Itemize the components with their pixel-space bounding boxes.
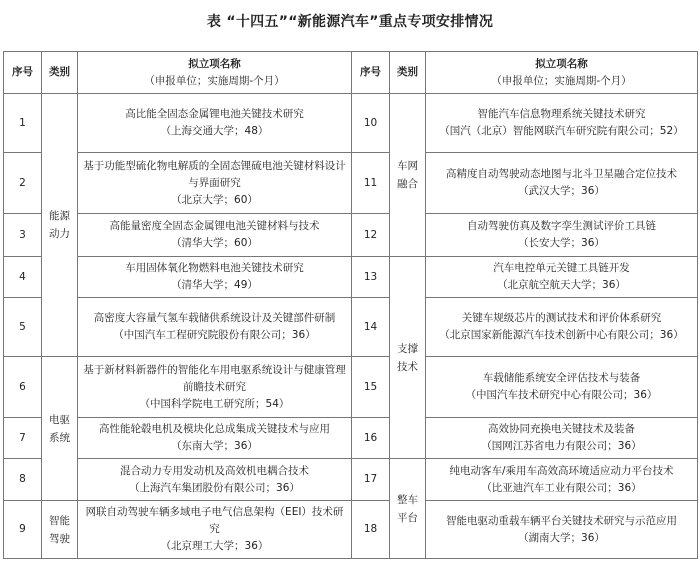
- project-title: 汽车电控单元关键工具链开发: [493, 262, 630, 274]
- project-cell: [78, 94, 352, 153]
- row-no: 6: [4, 357, 42, 418]
- project-cell: [426, 418, 698, 459]
- row-no: 8: [4, 459, 42, 501]
- project-cell: [78, 214, 352, 257]
- project-title: 高效协同充换电关键技术及装备: [488, 423, 635, 435]
- header-project-right: [426, 52, 698, 94]
- project-cell: [78, 357, 352, 418]
- row-no: 17: [352, 459, 390, 501]
- project-table: [3, 51, 698, 559]
- project-cell: [426, 94, 698, 153]
- project-title: 高能量密度全固态金属锂电池关键材料与技术: [109, 220, 320, 232]
- header-project: [78, 52, 352, 94]
- table-row: [4, 501, 698, 559]
- project-unit: （清华大学；60）: [171, 237, 258, 249]
- row-no: 13: [352, 257, 390, 298]
- header-project-main-right: 拟立项名称: [535, 57, 588, 70]
- header-row: [4, 52, 698, 94]
- project-title: 关键车规级芯片的测试技术和评价体系研究: [461, 312, 662, 324]
- table-row: [4, 298, 698, 357]
- project-unit: （东南大学；36）: [171, 440, 258, 452]
- category-left-2: 智能驾驶: [42, 501, 78, 559]
- row-no: 14: [352, 298, 390, 357]
- project-unit: （长安大学；36）: [518, 237, 605, 249]
- project-title: 车用固体氧化物燃料电池关键技术研究: [125, 262, 304, 274]
- project-unit: （国网江苏省电力有限公司；36）: [481, 440, 642, 452]
- project-cell: [78, 501, 352, 559]
- row-no: 3: [4, 214, 42, 257]
- header-category: 类别: [42, 52, 78, 94]
- project-cell: [78, 257, 352, 298]
- header-project-sub-right: （申报单位；实施周期-个月）: [491, 74, 632, 87]
- project-cell: [426, 357, 698, 418]
- project-title: 高密度大容量气氢车载储供系统设计及关键部件研制: [93, 312, 336, 324]
- project-cell: [78, 153, 352, 214]
- table-title: 表 “十四五”“新能源汽车”重点专项安排情况: [206, 14, 494, 30]
- category-left-0: 能源动力: [42, 94, 78, 357]
- project-title: 混合动力专用发动机及高效机电耦合技术: [120, 464, 309, 477]
- row-no: 1: [4, 94, 42, 153]
- project-title: 高比能全固态金属锂电池关键技术研究: [125, 108, 304, 120]
- project-title: 网联自动驾驶车辆多域电子电气信息架构（EEI）技术研究: [85, 506, 344, 535]
- table-row: [4, 153, 698, 214]
- project-unit: （上海交通大学；48）: [160, 125, 269, 137]
- project-unit: （中国汽车工程研究院股份有限公司；36）: [113, 329, 316, 341]
- project-cell: [426, 214, 698, 257]
- row-no: 16: [352, 418, 390, 459]
- project-title: 高精度自动驾驶动态地图与北斗卫星融合定位技术: [446, 168, 677, 180]
- row-no: 4: [4, 257, 42, 298]
- project-title: 智能汽车信息物理系统关键技术研究: [477, 108, 646, 120]
- project-unit: （武汉大学；36）: [518, 185, 605, 197]
- project-unit: （北京理工大学；36）: [160, 540, 269, 552]
- project-unit: （上海汽车集团股份有限公司；36）: [129, 481, 300, 494]
- row-no: 12: [352, 214, 390, 257]
- project-title: 基于新材料新器件的智能化车用电驱系统设计与健康管理前瞻技术研究: [83, 363, 346, 393]
- category-right-2: 整车平台: [390, 459, 426, 559]
- project-title: 高性能轮毂电机及模块化总成集成关键技术与应用: [99, 423, 330, 435]
- project-unit: （中国科学院电工研究所；54）: [139, 397, 290, 410]
- header-project-sub: （申报单位；实施周期-个月）: [144, 74, 285, 87]
- project-cell: [78, 459, 352, 501]
- row-no: 10: [352, 94, 390, 153]
- project-cell: [78, 298, 352, 357]
- project-cell: [426, 257, 698, 298]
- project-cell: [78, 418, 352, 459]
- project-cell: [426, 153, 698, 214]
- table-row: [4, 257, 698, 298]
- project-unit: （北京航空航天大学；36）: [497, 279, 626, 291]
- project-unit: （湖南大学；36）: [518, 531, 605, 544]
- header-category-right: 类别: [390, 52, 426, 94]
- category-left-1: 电驱系统: [42, 357, 78, 501]
- row-no: 5: [4, 298, 42, 357]
- project-cell: [426, 298, 698, 357]
- category-right-1: 支撑技术: [390, 257, 426, 459]
- header-no-right: 序号: [352, 52, 390, 94]
- project-unit: （比亚迪汽车工业有限公司；36）: [481, 481, 642, 494]
- project-title: 纯电动客车/乘用车高效高环境适应动力平台技术: [449, 464, 674, 477]
- row-no: 18: [352, 501, 390, 559]
- header-no: 序号: [4, 52, 42, 94]
- project-cell: [426, 459, 698, 501]
- table-row: [4, 418, 698, 459]
- row-no: 9: [4, 501, 42, 559]
- table-row: [4, 459, 698, 501]
- project-unit: （中国汽车技术研究中心有限公司；36）: [465, 389, 658, 401]
- project-title: 基于功能型硫化物电解质的全固态锂硫电池关键材料设计与界面研究: [83, 159, 346, 189]
- category-right-0: 车网融合: [390, 94, 426, 257]
- project-title: 自动驾驶仿真及数字孪生测试评价工具链: [467, 220, 656, 232]
- header-project-main: 拟立项名称: [188, 57, 241, 70]
- table-row: [4, 214, 698, 257]
- project-unit: （北京大学；60）: [171, 193, 258, 206]
- row-no: 11: [352, 153, 390, 214]
- project-cell: [426, 501, 698, 559]
- project-unit: （国汽（北京）智能网联汽车研究院有限公司；52）: [439, 125, 684, 137]
- project-unit: （清华大学；49）: [171, 279, 258, 291]
- row-no: 15: [352, 357, 390, 418]
- table-row: [4, 94, 698, 153]
- row-no: 2: [4, 153, 42, 214]
- project-unit: （北京国家新能源汽车技术创新中心有限公司；36）: [439, 329, 684, 341]
- table-row: [4, 357, 698, 418]
- row-no: 7: [4, 418, 42, 459]
- project-title: 智能电驱动重载车辆平台关键技术研究与示范应用: [446, 514, 677, 527]
- project-title: 车载储能系统安全评估技术与装备: [482, 372, 641, 384]
